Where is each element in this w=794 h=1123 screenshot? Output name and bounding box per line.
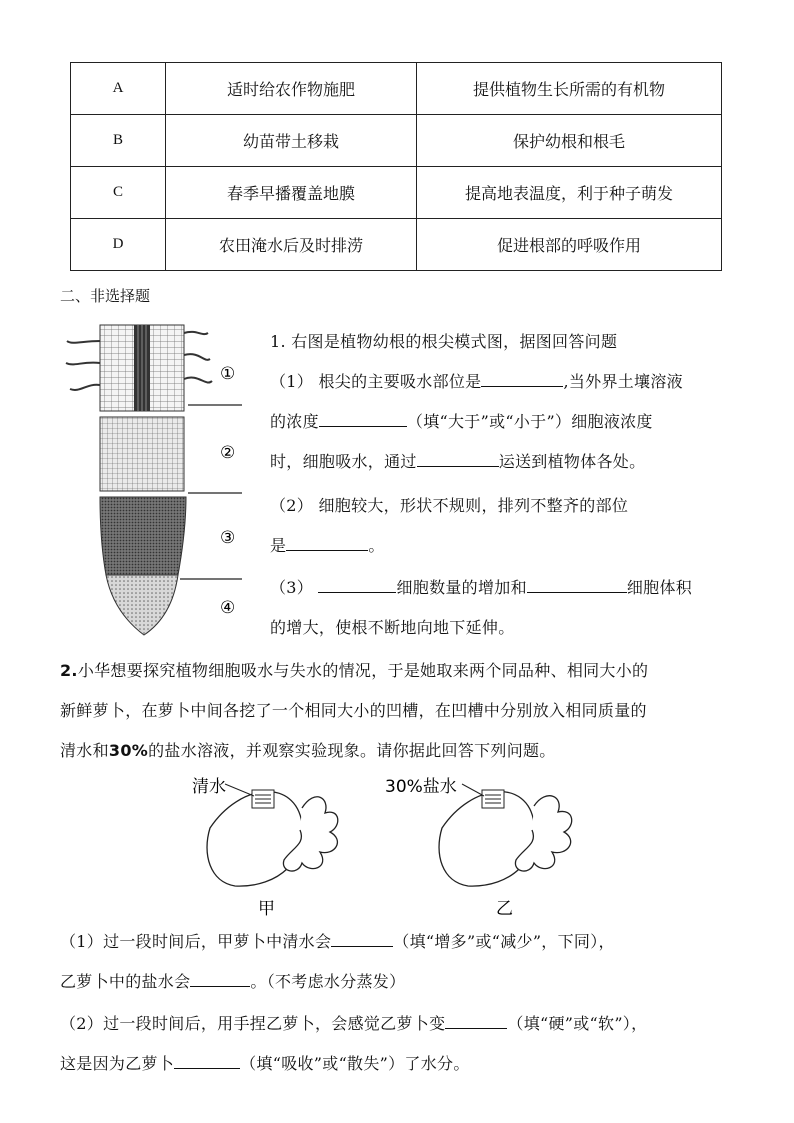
answer-blank[interactable]	[318, 578, 396, 593]
q1-part3-line1: （3） 细胞数量的增加和 细胞体积	[270, 578, 693, 597]
q2-line1: 2.小华想要探究植物细胞吸水与失水的情况，于是她取来两个同品种、相同大小的	[60, 661, 649, 680]
table-row	[71, 63, 722, 115]
q1-part1-line3: 时，细胞吸水，通过 运送到植物体各处。	[270, 452, 646, 471]
section-title: 二、非选择题	[60, 287, 151, 305]
q2-line3: 清水和30%的盐水溶液，并观察实验现象。请你据此回答下列问题。	[60, 741, 556, 760]
q2-line2: 新鲜萝卜，在萝卜中间各挖了一个相同大小的凹槽，在凹槽中分别放入相同质量的	[60, 701, 647, 720]
radish-jia	[192, 777, 338, 918]
answer-blank[interactable]	[417, 452, 499, 467]
root-cap	[106, 575, 178, 635]
option-letter: C	[71, 167, 166, 219]
zone-label: ③	[220, 528, 236, 548]
answer-blank[interactable]	[190, 972, 250, 987]
radish-yi	[385, 777, 572, 918]
answer-blank[interactable]	[445, 1014, 507, 1029]
table-row	[71, 167, 722, 219]
label-saltwater: 30%盐水	[385, 777, 457, 797]
options-table	[70, 62, 722, 271]
table-row	[71, 219, 722, 271]
option-letter: D	[71, 219, 166, 271]
option-letter: B	[71, 115, 166, 167]
zone-label: ②	[220, 443, 236, 463]
caption-yi: 乙	[496, 899, 513, 918]
maturation-zone	[66, 325, 212, 411]
zone-label: ④	[220, 598, 236, 618]
q1-part2-line2: 是 。	[270, 536, 385, 555]
radish-figure	[180, 768, 580, 922]
q1-part3-line2: 的增大，使根不断地向地下延伸。	[270, 618, 515, 637]
q2-sub1-line1: （1）过一段时间后，甲萝卜中清水会 （填“增多”或“减少”，下同），	[60, 932, 615, 951]
label-water: 清水	[192, 777, 226, 797]
answer-blank[interactable]	[527, 578, 627, 593]
q1-title: 1. 右图是植物幼根的根尖模式图，据图回答问题	[270, 332, 618, 351]
q1-part2-line1: （2） 细胞较大，形状不规则，排列不整齐的部位	[270, 496, 629, 515]
option-measure: 幼苗带土移栽	[166, 115, 417, 167]
option-purpose: 促进根部的呼吸作用	[417, 219, 722, 271]
answer-blank[interactable]	[319, 412, 407, 427]
option-measure: 春季早播覆盖地膜	[166, 167, 417, 219]
answer-blank[interactable]	[174, 1054, 240, 1069]
elongation-zone	[100, 417, 184, 491]
zone-label: ①	[220, 364, 236, 384]
q1-part1-line1: （1） 根尖的主要吸水部位是 ,当外界土壤溶液	[270, 372, 683, 391]
meristem-zone	[100, 497, 186, 575]
option-purpose: 提高地表温度，利于种子萌发	[417, 167, 722, 219]
q1-part1-line2: 的浓度 （填“大于”或“小于”）细胞液浓度	[270, 412, 653, 431]
root-tip-figure	[62, 323, 252, 642]
answer-blank[interactable]	[331, 932, 393, 947]
q2-sub1-line2: 乙萝卜中的盐水会 。（不考虑水分蒸发）	[60, 972, 406, 991]
option-letter: A	[71, 63, 166, 115]
table-row	[71, 115, 722, 167]
option-measure: 适时给农作物施肥	[166, 63, 417, 115]
answer-blank[interactable]	[481, 372, 563, 387]
q2-sub2-line2: 这是因为乙萝卜 （填“吸收”或“散失”）了水分。	[60, 1054, 470, 1073]
option-measure: 农田淹水后及时排涝	[166, 219, 417, 271]
caption-jia: 甲	[258, 899, 275, 918]
q2-sub2-line1: （2）过一段时间后，用手捏乙萝卜，会感觉乙萝卜变 （填“硬”或“软”），	[60, 1014, 648, 1033]
option-purpose: 提供植物生长所需的有机物	[417, 63, 722, 115]
option-purpose: 保护幼根和根毛	[417, 115, 722, 167]
answer-blank[interactable]	[286, 536, 368, 551]
